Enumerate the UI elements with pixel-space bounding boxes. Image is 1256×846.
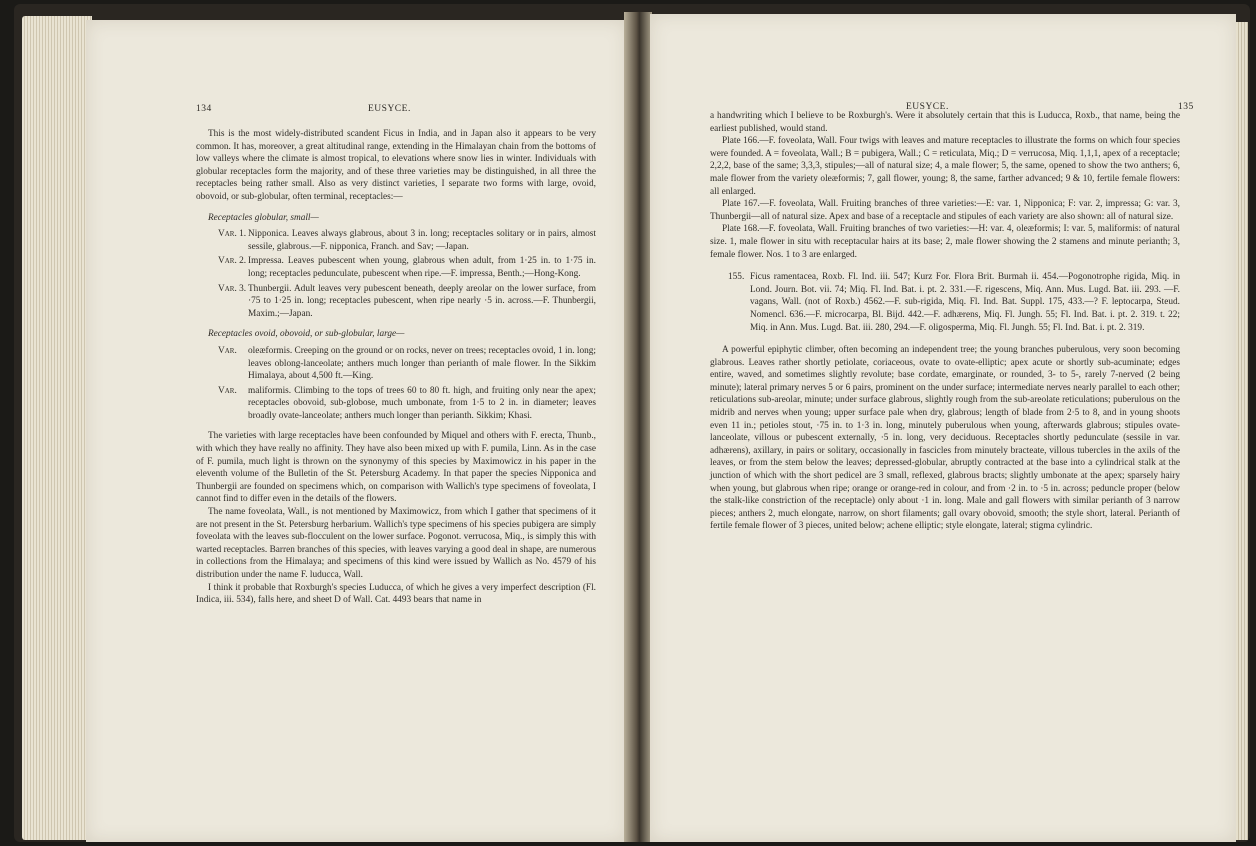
variety-entry: [218, 385, 596, 423]
variety-number: Var.: [218, 385, 237, 396]
left-page: [86, 20, 626, 842]
page-edges-left: [22, 16, 92, 840]
variety-entry: [218, 345, 596, 383]
running-head: EUSYCE.: [906, 102, 949, 112]
variety-text: maliformis. Climbing to the tops of trees 60 to 80 ft. high, and fruiting only near the apex; receptacles obovoid, sub-globose, much umbonate, from 1·5 to 2 in. in diameter; leaves broadly ovate-lanceolate; anthers much longer than perianth. Sikkim; Khasi.: [248, 385, 596, 421]
body-paragraph: The varieties with large receptacles have been confounded by Miquel and others with F. erecta, Thunb., with which they have really no affinity. They have also been mixed up with F. pumila, Linn. As in the case of F. pumila, much light is thrown on the synonymy of this species by Maximowicz in his paper in the eleventh volume of the Bulletin of the St. Petersburg Academy. In that paper the species Nipponica and Thunbergii are founded on specimens which, on comparison with Wallich's type specimens of foveolata, I cannot find to differ even in the details of the flowers.: [196, 431, 596, 505]
continued-paragraph: a handwriting which I believe to be Roxburgh's. Were it absolutely certain that this is Luducca, Roxb., that name, being the earliest published, would stand.: [710, 111, 1180, 134]
book-gutter: [624, 12, 652, 842]
variety-text: Nipponica. Leaves always glabrous, about 3 in. long; receptacles solitary or in pairs, almost sessile, glabrous.—F. nipponica, Franch. and Sav; —Japan.: [248, 229, 596, 252]
species-number: 155.: [728, 272, 745, 283]
body-paragraph: The name foveolata, Wall., is not mentioned by Maximowicz, from which I gather that specimens of it are not present in the St. Petersburg herbarium. Wallich's type specimens of his species pubigera are simply foveolata with the leaves sub-flocculent on the lower surface. Pogonot. verrucosa, Miq., is simply this with warted receptacles. Barren branches of this species, with leaves varying a good deal in shape, are numerous in collections from the Himalaya; and specimens of this kind were issued by Wallich as No. 4579 of his distribution under the name F. luducca, Wall.: [196, 507, 596, 580]
section-heading: Receptacles ovoid, obovoid, or sub-globular, large—: [208, 329, 405, 340]
species-entry: [728, 271, 1180, 334]
left-page-text: [196, 128, 596, 607]
running-head: EUSYCE.: [368, 104, 411, 114]
variety-text: Impressa. Leaves pubescent when young, glabrous when adult, from 1·25 in. to 1·75 in. long; receptacles pedunculate, pubescent when ripe.—F. impressa, Benth.;—Hong-Kong.: [248, 256, 596, 279]
plate-caption: Plate 167.—F. foveolata, Wall. Fruiting branches of three varieties:—E: var. 1, Nipponica; F: var. 2, impressa; G: var. 3, Thunbergii—all of natural size. Apex and base of a receptacle and stipules of each variety are also shown: all of natural size.: [710, 199, 1180, 222]
variety-entry: [218, 228, 596, 253]
variety-entry: [218, 283, 596, 321]
variety-number: Var.: [218, 345, 237, 356]
page-edges-right: [1236, 22, 1248, 840]
intro-paragraph: This is the most widely-distributed scandent Ficus in India, and in Japan also it appears to be very common. It has, moreover, a great altitudinal range, extending in the Himalayan chain from the bottoms of low valleys where the climate is almost tropical, to elevations where snow lies in winter. Individuals with globular receptacles form the majority, and of these three varieties may be distinguished, in all three the receptacles being rather small. Also as very distinct varieties, I separate two forms with large, ovoid, obovoid, or sub-globular, often terminal, receptacles:—: [196, 129, 596, 202]
variety-number: Var. 3.: [218, 283, 247, 294]
variety-number: Var. 1.: [218, 229, 247, 240]
variety-text: oleæformis. Creeping on the ground or on rocks, never on trees; receptacles ovoid, 1 in. long; leaves oblong-lanceolate; anthers much longer than perianth of male flower. In the Sikkim Himalaya, about 4,500 ft.—King.: [248, 345, 596, 382]
page-number: 135: [1178, 102, 1194, 112]
variety-number: Var. 2.: [218, 256, 247, 267]
page-number: 134: [196, 104, 212, 114]
species-description: A powerful epiphytic climber, often becoming an independent tree; the young branches puberulous, very soon becoming glabrous. Leaves rather shortly petiolate, coriaceous, ovate to ovate-elliptic; apex acute or shortly sub-acuminate; edges entire, waved, and sometimes slightly revolute; base cordate, emarginate, or rounded, 3- to 5-, rarely 7-nerved (2 being minute); lateral primary nerves 5 or 6 pairs, prominent on the under surface; intermediate nerves nearly parallel to each other; reticulations sub-areolar, minute; under surface glabrous, slightly rough from the sub-areolate reticulations; puberulous on the midrib and nerves when young; upper surface pale when dry, glabrous; length of blade from 2·5 to 8, and in young shoots even 11 in.; petioles stout, ·75 in. to 1·3 in. long, minutely puberulous when young, afterwards glabrous; stipules ovate-lanceolate, villous or pubescent externally, ·5 in. long, very deciduous. Receptacles shortly pedunculate (sessile in var. adhærens), axillary, in pairs or solitary, occasionally in fascicles from minutely bracteate, villous tubercles in the axils of the leaves, or from the stem below the leaves; depressed-globular, abruptly contracted at the base into a cylindrical stalk at the junction of which with the short pedicel are 3 small, reflexed, glabrous bracts; slightly umbonate at the apex; sparsely hairy when young, but glabrous when ripe; orange or orange-red in colour, and from ·2 in. to ·5 in. across; peduncle proper (below the stalk-like constriction of the receptacle) only about ·1 in. long. Male and gall flowers with similar perianth of 3 narrow pieces; anthers 2, much elongate, narrow, on short filaments; gall ovary obovoid, smooth; the style short, lateral. Perianth of fertile female flower of 3 pieces, united below; achene elliptic; style elongate, lateral; stigma cylindric.: [710, 345, 1180, 532]
body-paragraph: I think it probable that Roxburgh's species Luducca, of which he gives a very imperfect description (Fl. Indica, iii. 534), falls here, and sheet D of Wall. Cat. 4493 bears that name in: [196, 582, 596, 606]
section-heading: Receptacles globular, small—: [208, 212, 319, 223]
variety-text: Thunbergii. Adult leaves very pubescent beneath, deeply areolar on the lower surface, from ·75 to 1·25 in. long; receptacles pubescent, when ripe nearly ·5 in. across.—F. Thunbergii, Maxim.;—Japan.: [248, 283, 596, 319]
species-synonymy: Ficus ramentacea, Roxb. Fl. Ind. iii. 547; Kurz For. Flora Brit. Burmah ii. 454.—Pogonotrophe rigida, Miq. in Lond. Journ. Bot. vii. 74; Miq. Fl. Ind. Bat. i. pt. 2. 331.—F. rigescens, Miq. Ann. Mus. Lugd. Bat. iii. 293. —F. vagans, Wall. (not of Roxb.) 4562.—F. sub-rigida, Miq. Fl. Ind. Bat. Suppl. 175, 433.—? F. leptocarpa, Steud. Nomencl. 636.—F. microcarpa, Bl. Bijd. 442.—F. adhærens, Miq. Fl. Jungh. 55; Fl. Ind. Bat. i. pt. 2. 319. t. 22; Miq. in Ann. Mus. Lugd. Bat. iii. 280, 294.—F. oligosperma, Miq. Fl. Jungh. 55; Fl. Ind. Bat. i. pt. 2. 319.: [750, 272, 1180, 333]
plate-caption: Plate 166.—F. foveolata, Wall. Four twigs with leaves and mature receptacles to illustrate the forms on which four species were founded. A = foveolata, Wall.; B = pubigera, Wall.; C = reticulata, Miq.; D = verrucosa, Miq. 1,1,1, apex of a receptacle; 2,2,2, base of the same; 3,3,3, stipules;—all of natural size; 4, a male flower; 5, the same, opened to show the two anthers; 6, male flower from the variety oleæformis; 7, gall flower, young; 8, the same, farther advanced; 9 & 10, fertile female flowers: all enlarged.: [710, 136, 1180, 197]
right-page-text: [710, 110, 1180, 533]
plate-caption: Plate 168.—F. foveolata, Wall. Fruiting branches of two varieties:—H: var. 4, oleæformis; I: var. 5, maliformis: of natural size. 1, male flower in situ with receptacular hairs at its base; 2, male flower showing the 2 stamens and minute perianth; 3, female flower. Nos. 1 to 3 are enlarged.: [710, 224, 1180, 260]
variety-entry: [218, 255, 596, 280]
right-page: [650, 14, 1236, 842]
